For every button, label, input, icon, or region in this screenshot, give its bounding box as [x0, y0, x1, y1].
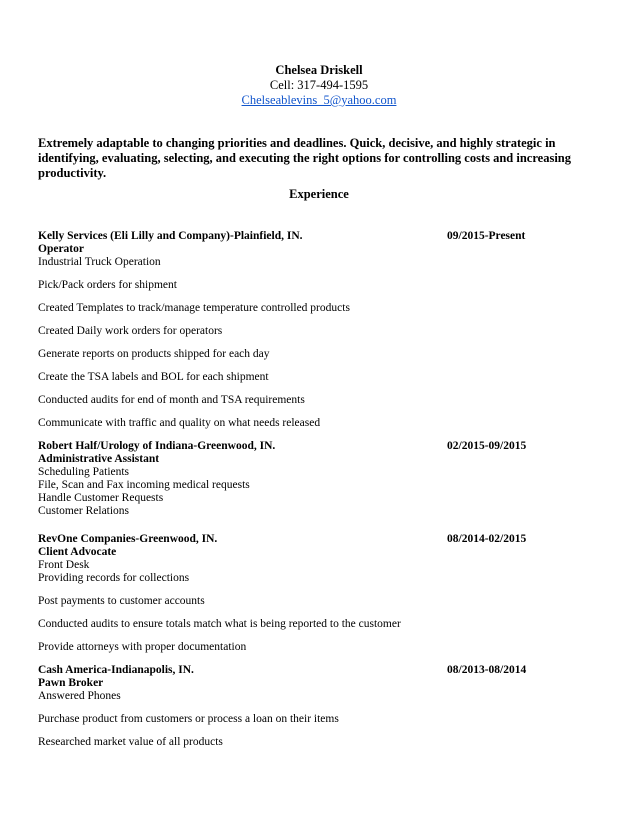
job-duty: Post payments to customer accounts	[38, 595, 205, 607]
job-line: Front Desk	[38, 559, 90, 571]
email-link[interactable]: Chelseablevins_5@yahoo.com	[241, 93, 397, 107]
job-company: Robert Half/Urology of Indiana-Greenwood, IN.	[38, 440, 276, 452]
job-company: Kelly Services (Eli Lilly and Company)-Plainfield, IN.	[38, 230, 303, 242]
job-company: RevOne Companies-Greenwood, IN.	[38, 533, 218, 545]
job-line: Scheduling Patients	[38, 466, 130, 478]
job-line: File, Scan and Fax incoming medical requests	[38, 479, 250, 491]
contact-header	[0, 63, 638, 108]
job-company: Cash America-Indianapolis, IN.	[38, 664, 194, 676]
cell-phone: Cell: 317-494-1595	[269, 78, 369, 92]
job-line: Providing records for collections	[38, 572, 190, 584]
job-duty: Communicate with traffic and quality on what needs released	[38, 417, 321, 429]
job-entry-revone	[38, 532, 598, 654]
experience-heading: Experience	[289, 187, 349, 201]
job-duty: Generate reports on products shipped for each day	[38, 348, 270, 360]
job-duty: Provide attorneys with proper documentation	[38, 641, 247, 653]
job-duties	[38, 713, 598, 749]
job-duty: Created Daily work orders for operators	[38, 325, 223, 337]
job-line: Customer Relations	[38, 505, 130, 517]
job-title: Client Advocate	[38, 546, 117, 558]
job-title: Pawn Broker	[38, 677, 104, 689]
job-duty: Conducted audits for end of month and TSA requirements	[38, 394, 305, 406]
job-duty: Researched market value of all products	[38, 736, 223, 748]
job-line: Industrial Truck Operation	[38, 256, 161, 268]
job-header	[38, 532, 598, 546]
summary-statement: Extremely adaptable to changing priorities and deadlines. Quick, decisive, and highly strategic in identifying, evaluating, selecting, and executing the right options for controlling costs and increasing productivity.	[38, 136, 572, 180]
job-dates: 08/2013-08/2014	[447, 664, 527, 676]
job-duties	[38, 595, 598, 654]
job-title: Administrative Assistant	[38, 453, 160, 465]
job-duty: Create the TSA labels and BOL for each shipment	[38, 371, 269, 383]
job-entry-kelly-services	[38, 229, 598, 430]
job-duty: Created Templates to track/manage temperature controlled products	[38, 302, 350, 314]
job-duty: Pick/Pack orders for shipment	[38, 279, 177, 291]
candidate-name: Chelsea Driskell	[275, 63, 363, 77]
job-dates: 08/2014-02/2015	[447, 533, 527, 545]
job-title: Operator	[38, 243, 84, 255]
job-duty: Conducted audits to ensure totals match what is being reported to the customer	[38, 618, 401, 630]
job-line: Handle Customer Requests	[38, 492, 164, 504]
job-duty: Purchase product from customers or process a loan on their items	[38, 713, 339, 725]
job-header	[38, 663, 598, 677]
job-header	[38, 439, 598, 453]
job-entry-robert-half	[38, 439, 598, 518]
job-header	[38, 229, 598, 243]
job-duties	[38, 279, 598, 430]
job-line: Answered Phones	[38, 690, 121, 702]
job-dates: 09/2015-Present	[447, 230, 526, 242]
job-dates: 02/2015-09/2015	[447, 440, 527, 452]
job-entry-cash-america	[38, 663, 598, 749]
